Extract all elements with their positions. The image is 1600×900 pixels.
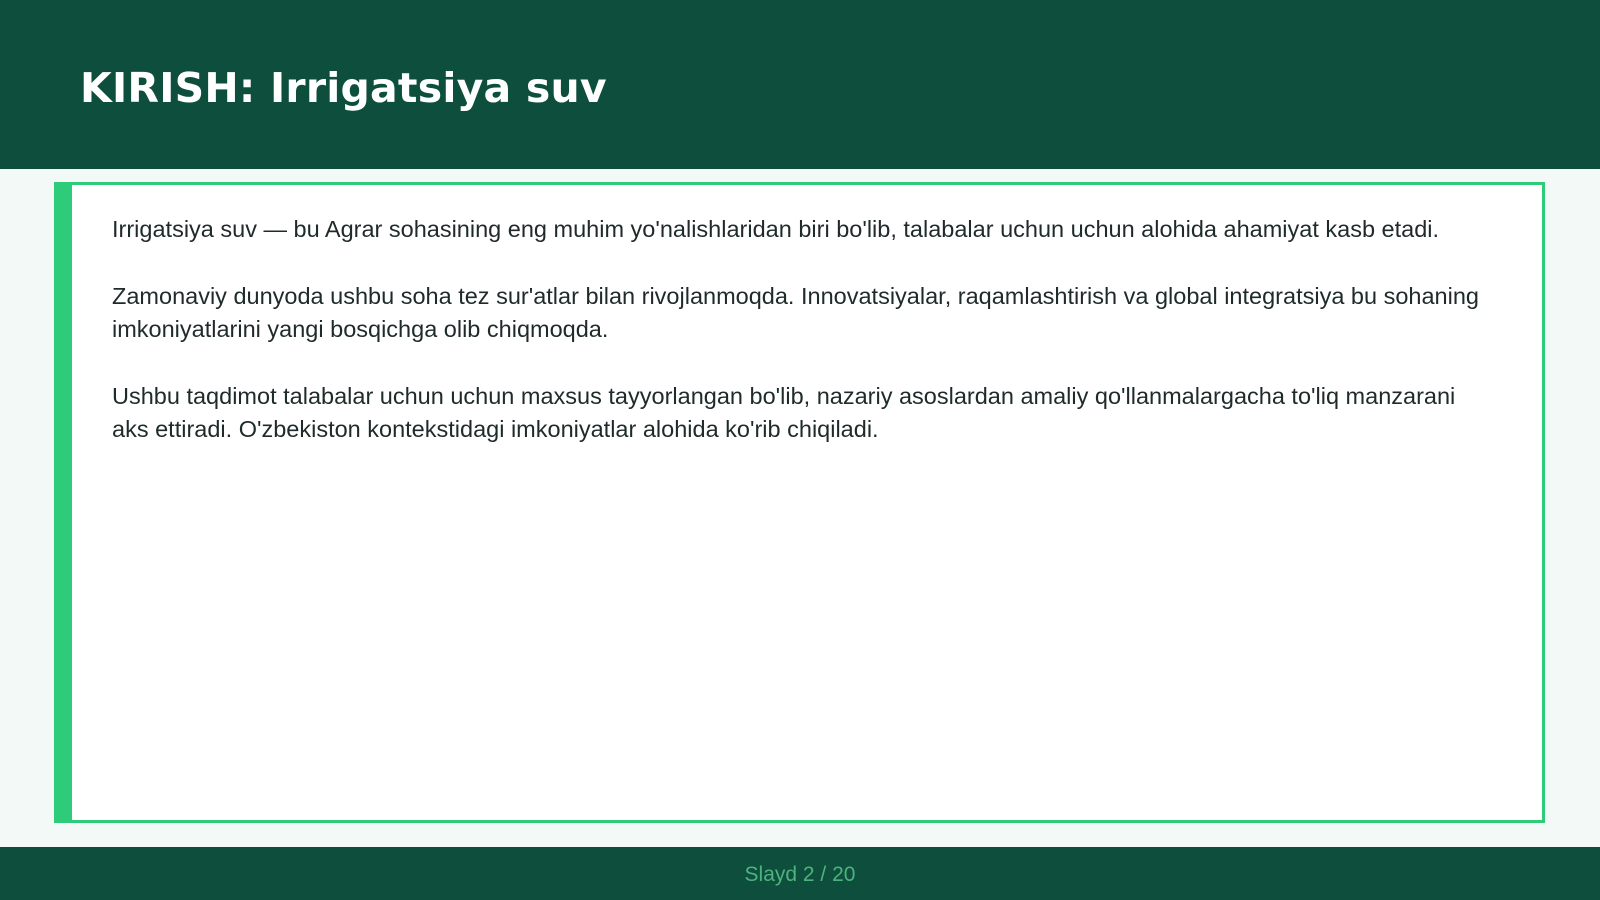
- slide-footer: [0, 847, 1600, 900]
- intro-paragraph: Irrigatsiya suv — bu Agrar sohasining eng muhim yo'nalishlaridan biri bo'lib, talabalar uchun uchun alohida ahamiyat kasb etadi.: [112, 216, 1440, 242]
- content-text: [112, 213, 1492, 480]
- content-panel: [54, 182, 1545, 823]
- presentation-purpose-paragraph: Ushbu taqdimot talabalar uchun uchun maxsus tayyorlangan bo'lib, nazariy asoslardan amaliy qo'llanmalargacha to'liq manzarani aks ettiradi. O'zbekiston kontekstidagi imkoniyatlar alohida ko'rib chiqiladi.: [112, 382, 1456, 442]
- slide-header: [0, 0, 1600, 169]
- modern-world-paragraph: Zamonaviy dunyoda ushbu soha tez sur'atlar bilan rivojlanmoqda. Innovatsiyalar, raqamlashtirish va global integratsiya bu sohaning imkoniyatlarini yangi bosqichga olib chiqmoqda.: [112, 282, 1479, 342]
- slide-title: KIRISH: Irrigatsiya suv: [80, 64, 607, 112]
- slide-counter: Slayd 2 / 20: [744, 863, 856, 886]
